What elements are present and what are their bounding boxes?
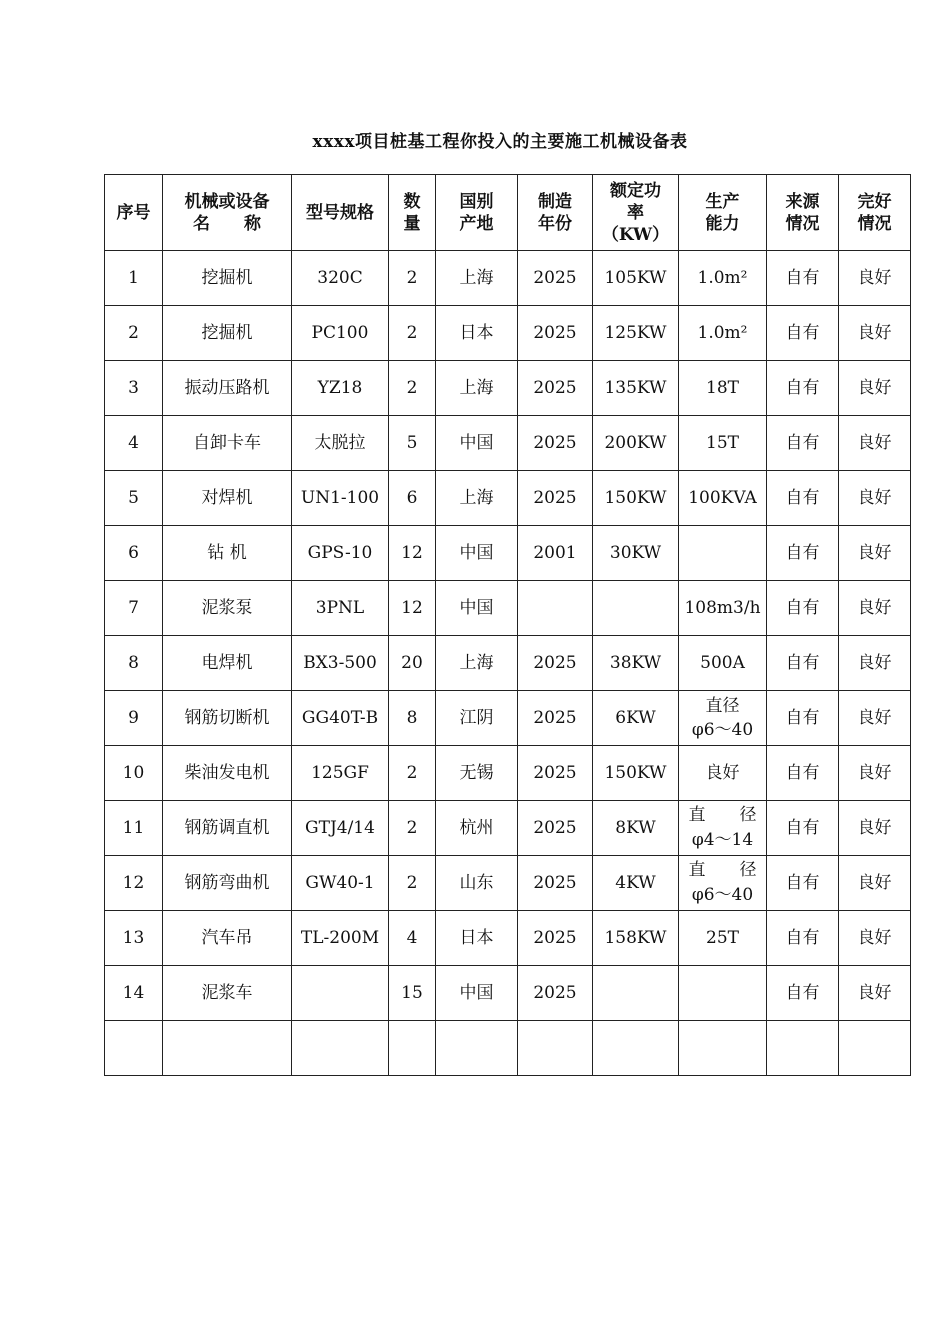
cell-name: 钢筋切断机	[163, 691, 292, 746]
cell-name	[163, 1021, 292, 1076]
cell-model: GG40T-B	[292, 691, 389, 746]
cell-condition: 良好	[839, 526, 911, 581]
table-row	[105, 581, 911, 636]
cell-capacity	[679, 526, 767, 581]
cell-name: 泥浆泵	[163, 581, 292, 636]
cell-condition: 良好	[839, 581, 911, 636]
cell-condition: 良好	[839, 746, 911, 801]
cell-capacity: 1.0m²	[679, 251, 767, 306]
cell-year: 2025	[518, 691, 593, 746]
header-source: 来源 情况	[767, 175, 839, 251]
cell-source: 自有	[767, 471, 839, 526]
cell-year: 2025	[518, 306, 593, 361]
cell-year: 2025	[518, 746, 593, 801]
header-seq: 序号	[105, 175, 163, 251]
header-year: 制造 年份	[518, 175, 593, 251]
cell-capacity: 1.0m²	[679, 306, 767, 361]
cell-qty: 5	[389, 416, 436, 471]
cell-source: 自有	[767, 251, 839, 306]
cell-origin: 上海	[436, 251, 518, 306]
cell-origin: 山东	[436, 856, 518, 911]
cell-power: 135KW	[593, 361, 679, 416]
cell-qty: 2	[389, 361, 436, 416]
cell-seq: 4	[105, 416, 163, 471]
table-row	[105, 1021, 911, 1076]
cell-origin: 日本	[436, 306, 518, 361]
cell-qty: 6	[389, 471, 436, 526]
cell-capacity: 15T	[679, 416, 767, 471]
cell-year: 2025	[518, 251, 593, 306]
cell-model: 3PNL	[292, 581, 389, 636]
cell-power	[593, 1021, 679, 1076]
cell-year: 2001	[518, 526, 593, 581]
cell-origin: 上海	[436, 636, 518, 691]
cell-origin: 中国	[436, 581, 518, 636]
cell-power: 38KW	[593, 636, 679, 691]
cell-origin	[436, 1021, 518, 1076]
cell-model: TL-200M	[292, 911, 389, 966]
table-row	[105, 691, 911, 746]
cell-capacity	[679, 1021, 767, 1076]
cell-model: PC100	[292, 306, 389, 361]
cell-condition: 良好	[839, 966, 911, 1021]
cell-year: 2025	[518, 471, 593, 526]
cell-power: 150KW	[593, 471, 679, 526]
cell-year: 2025	[518, 966, 593, 1021]
cell-capacity	[679, 966, 767, 1021]
cell-name: 电焊机	[163, 636, 292, 691]
cell-model: GTJ4/14	[292, 801, 389, 856]
cell-condition: 良好	[839, 911, 911, 966]
cell-seq: 9	[105, 691, 163, 746]
cell-capacity: 18T	[679, 361, 767, 416]
cell-name: 汽车吊	[163, 911, 292, 966]
cell-qty	[389, 1021, 436, 1076]
cell-model: GPS-10	[292, 526, 389, 581]
table-header-row	[105, 175, 911, 251]
cell-condition: 良好	[839, 251, 911, 306]
cell-condition: 良好	[839, 306, 911, 361]
cell-power: 150KW	[593, 746, 679, 801]
cell-origin: 中国	[436, 416, 518, 471]
cell-power: 30KW	[593, 526, 679, 581]
cell-condition: 良好	[839, 361, 911, 416]
cell-origin: 江阴	[436, 691, 518, 746]
cell-year: 2025	[518, 416, 593, 471]
cell-name: 自卸卡车	[163, 416, 292, 471]
cell-seq	[105, 1021, 163, 1076]
cell-condition: 良好	[839, 691, 911, 746]
cell-condition	[839, 1021, 911, 1076]
cell-seq: 11	[105, 801, 163, 856]
table-body	[105, 251, 911, 1076]
table-row	[105, 526, 911, 581]
header-power: 额定功 率 （KW）	[593, 175, 679, 251]
cell-seq: 2	[105, 306, 163, 361]
cell-model: BX3-500	[292, 636, 389, 691]
cell-origin: 日本	[436, 911, 518, 966]
cell-capacity: 直径 φ6～40	[679, 691, 767, 746]
header-origin: 国别 产地	[436, 175, 518, 251]
cell-origin: 无锡	[436, 746, 518, 801]
cell-source: 自有	[767, 526, 839, 581]
cell-capacity: 直 径 φ6～40	[679, 856, 767, 911]
cell-seq: 13	[105, 911, 163, 966]
cell-qty: 4	[389, 911, 436, 966]
cell-source: 自有	[767, 911, 839, 966]
cell-power: 4KW	[593, 856, 679, 911]
table-row	[105, 306, 911, 361]
table-row	[105, 636, 911, 691]
table-row	[105, 251, 911, 306]
cell-name: 钢筋弯曲机	[163, 856, 292, 911]
cell-origin: 杭州	[436, 801, 518, 856]
cell-model: 320C	[292, 251, 389, 306]
cell-origin: 中国	[436, 526, 518, 581]
cell-capacity: 108m3/h	[679, 581, 767, 636]
header-model: 型号规格	[292, 175, 389, 251]
header-name: 机械或设备 名 称	[163, 175, 292, 251]
table-row	[105, 416, 911, 471]
cell-seq: 6	[105, 526, 163, 581]
cell-condition: 良好	[839, 636, 911, 691]
cell-origin: 上海	[436, 471, 518, 526]
cell-seq: 10	[105, 746, 163, 801]
cell-power: 6KW	[593, 691, 679, 746]
cell-qty: 2	[389, 306, 436, 361]
cell-power: 200KW	[593, 416, 679, 471]
cell-condition: 良好	[839, 801, 911, 856]
cell-qty: 2	[389, 746, 436, 801]
cell-model: 125GF	[292, 746, 389, 801]
cell-model: YZ18	[292, 361, 389, 416]
cell-source: 自有	[767, 416, 839, 471]
cell-year: 2025	[518, 856, 593, 911]
cell-seq: 8	[105, 636, 163, 691]
cell-year: 2025	[518, 361, 593, 416]
cell-source: 自有	[767, 581, 839, 636]
cell-capacity: 直 径 φ4～14	[679, 801, 767, 856]
cell-name: 钻 机	[163, 526, 292, 581]
cell-qty: 2	[389, 251, 436, 306]
cell-name: 钢筋调直机	[163, 801, 292, 856]
cell-source: 自有	[767, 306, 839, 361]
cell-capacity: 25T	[679, 911, 767, 966]
table-row	[105, 471, 911, 526]
cell-seq: 12	[105, 856, 163, 911]
equipment-table	[104, 174, 911, 1076]
cell-source: 自有	[767, 801, 839, 856]
cell-qty: 2	[389, 801, 436, 856]
cell-power: 105KW	[593, 251, 679, 306]
cell-condition: 良好	[839, 416, 911, 471]
header-capacity: 生产 能力	[679, 175, 767, 251]
cell-year: 2025	[518, 801, 593, 856]
cell-qty: 2	[389, 856, 436, 911]
cell-power	[593, 966, 679, 1021]
cell-capacity: 500A	[679, 636, 767, 691]
cell-name: 挖掘机	[163, 306, 292, 361]
cell-source: 自有	[767, 636, 839, 691]
cell-model	[292, 1021, 389, 1076]
cell-source: 自有	[767, 856, 839, 911]
header-condition: 完好 情况	[839, 175, 911, 251]
cell-power: 8KW	[593, 801, 679, 856]
cell-source: 自有	[767, 691, 839, 746]
cell-seq: 3	[105, 361, 163, 416]
cell-year	[518, 1021, 593, 1076]
cell-capacity: 良好	[679, 746, 767, 801]
cell-source: 自有	[767, 966, 839, 1021]
cell-source: 自有	[767, 746, 839, 801]
cell-name: 柴油发电机	[163, 746, 292, 801]
cell-origin: 中国	[436, 966, 518, 1021]
cell-name: 泥浆车	[163, 966, 292, 1021]
cell-qty: 15	[389, 966, 436, 1021]
cell-name: 挖掘机	[163, 251, 292, 306]
cell-seq: 5	[105, 471, 163, 526]
cell-qty: 12	[389, 526, 436, 581]
cell-name: 对焊机	[163, 471, 292, 526]
cell-power: 158KW	[593, 911, 679, 966]
header-qty: 数 量	[389, 175, 436, 251]
cell-seq: 7	[105, 581, 163, 636]
table-row	[105, 966, 911, 1021]
cell-source	[767, 1021, 839, 1076]
cell-condition: 良好	[839, 471, 911, 526]
table-row	[105, 361, 911, 416]
cell-capacity: 100KVA	[679, 471, 767, 526]
cell-model: GW40-1	[292, 856, 389, 911]
table-row	[105, 856, 911, 911]
cell-name: 振动压路机	[163, 361, 292, 416]
cell-model: 太脱拉	[292, 416, 389, 471]
cell-source: 自有	[767, 361, 839, 416]
cell-power: 125KW	[593, 306, 679, 361]
cell-model	[292, 966, 389, 1021]
cell-qty: 20	[389, 636, 436, 691]
table-row	[105, 801, 911, 856]
cell-year: 2025	[518, 636, 593, 691]
cell-qty: 12	[389, 581, 436, 636]
cell-origin: 上海	[436, 361, 518, 416]
page-title: xxxx项目桩基工程你投入的主要施工机械设备表	[312, 132, 688, 152]
table-row	[105, 911, 911, 966]
cell-model: UN1-100	[292, 471, 389, 526]
cell-seq: 1	[105, 251, 163, 306]
table-row	[105, 746, 911, 801]
cell-condition: 良好	[839, 856, 911, 911]
cell-qty: 8	[389, 691, 436, 746]
cell-year: 2025	[518, 911, 593, 966]
cell-year	[518, 581, 593, 636]
cell-power	[593, 581, 679, 636]
cell-seq: 14	[105, 966, 163, 1021]
